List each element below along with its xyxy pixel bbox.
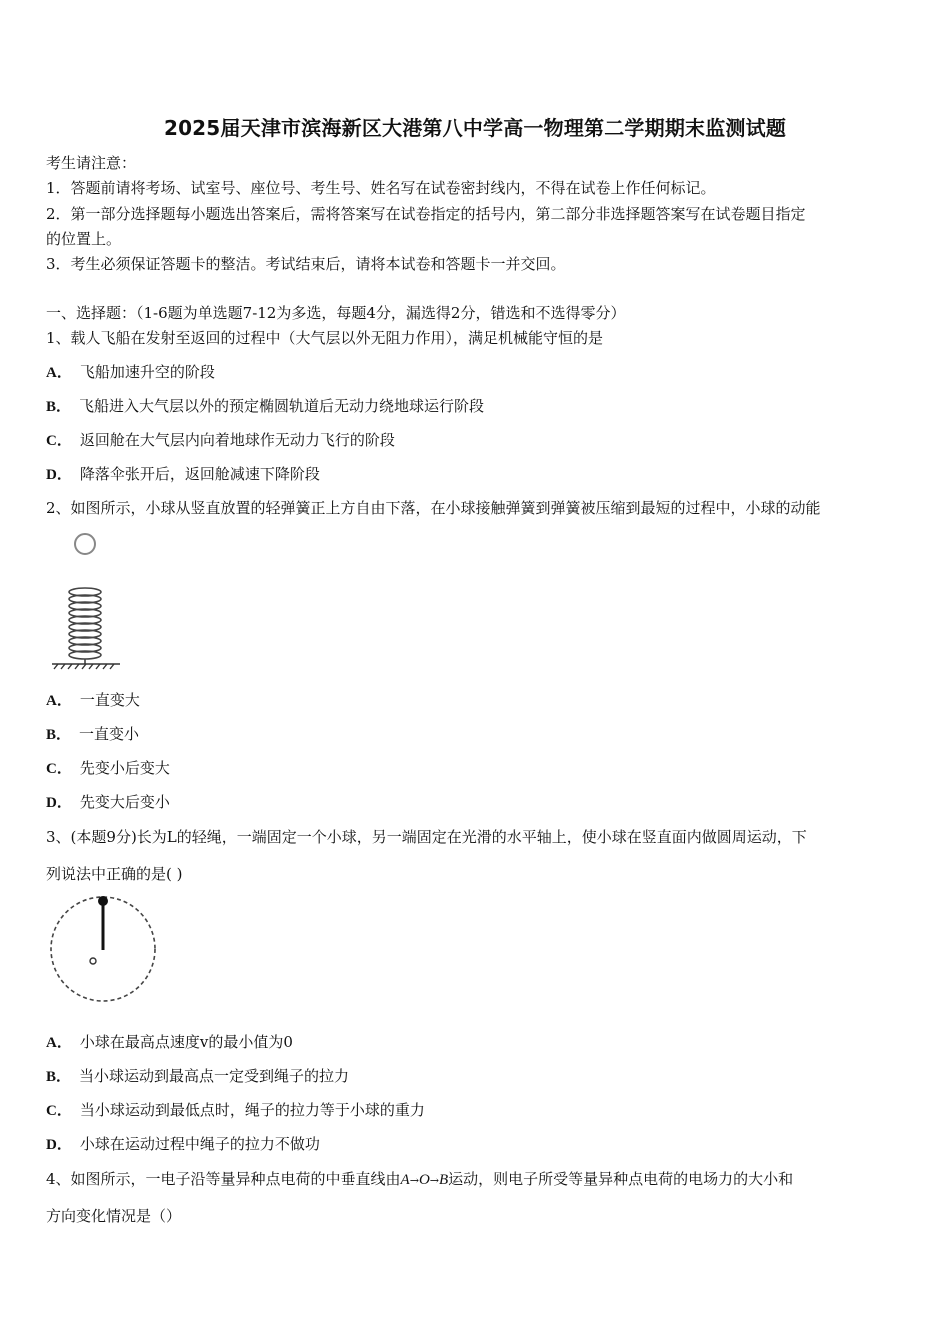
q4-stem-line1 (46, 1168, 793, 1189)
option-text: 飞船加速升空的阶段 (79, 363, 215, 381)
option-letter: A． (46, 365, 72, 381)
q2-option-b (46, 723, 139, 744)
notice-item-2-cont: 的位置上。 (46, 230, 122, 248)
option-letter: D． (46, 795, 72, 811)
q1-option-b (46, 395, 484, 416)
option-text: 先变大后变小 (79, 793, 170, 811)
section-heading: 一、选择题：（1-6题为单选题7-12为多选，每题4分，漏选得2分，错选和不选得零分） (46, 304, 626, 322)
option-text: 返回舱在大气层内向着地球作无动力飞行的阶段 (79, 431, 395, 449)
page-title: 2025届天津市滨海新区大港第八中学高一物理第二学期期末监测试题 (163, 116, 787, 140)
q3-stem-line1: 3、(本题9分)长为L的轻绳，一端固定一个小球，另一端固定在光滑的水平轴上，使小球在竖直面内做圆周运动，下 (46, 828, 807, 846)
option-text: 一直变大 (79, 691, 140, 709)
ground-icon (52, 664, 120, 669)
q2-stem: 2、如图所示，小球从竖直放置的轻弹簧正上方自由下落，在小球接触弹簧到弹簧被压缩到最短的过程中，小球的动能 (46, 499, 821, 517)
q1-option-c (46, 429, 395, 450)
ball-icon (75, 534, 95, 554)
notice-item-3: 3．考生必须保证答题卡的整洁。考试结束后，请将本试卷和答题卡一并交回。 (46, 255, 566, 273)
option-text: 当小球运动到最低点时，绳子的拉力等于小球的重力 (79, 1101, 425, 1119)
option-text: 小球在运动过程中绳子的拉力不做功 (79, 1135, 320, 1153)
option-text: 降落伞张开后，返回舱减速下降阶段 (79, 465, 320, 483)
option-letter: D． (46, 467, 72, 483)
option-letter: D． (46, 1137, 72, 1153)
point-a: A (400, 1172, 410, 1188)
option-letter: A． (46, 1035, 72, 1051)
option-text: 飞船进入大气层以外的预定椭圆轨道后无动力绕地球运行阶段 (79, 397, 485, 415)
q3-option-a (46, 1031, 293, 1052)
option-letter: B． (46, 727, 72, 743)
option-text: 小球在最高点速度v的最小值为0 (79, 1033, 293, 1051)
point-b: B (439, 1172, 449, 1188)
q3-option-d (46, 1133, 320, 1154)
arrow-right-icon: → (409, 1174, 419, 1187)
q4-stem-line2: 方向变化情况是（） (46, 1207, 182, 1225)
option-letter: C． (46, 433, 72, 449)
axis-point-icon (90, 958, 96, 964)
q2-option-d (46, 791, 170, 812)
q1-option-a (46, 361, 215, 382)
option-letter: C． (46, 1103, 72, 1119)
q1-option-d (46, 463, 320, 484)
ball-icon (98, 896, 108, 906)
q1-stem: 1、载人飞船在发射至返回的过程中（大气层以外无阻力作用），满足机械能守恒的是 (46, 329, 604, 347)
option-text: 一直变小 (79, 725, 140, 743)
spring-icon (69, 588, 101, 664)
option-letter: C． (46, 761, 72, 777)
notice-item-2: 2．第一部分选择题每小题选出答案后，需将答案写在试卷指定的括号内，第二部分非选择题答案写在试卷题目指定 (46, 205, 806, 223)
option-letter: B． (46, 399, 72, 415)
q4-stem-post: 运动，则电子所受等量异种点电荷的电场力的大小和 (448, 1170, 794, 1188)
option-letter: B． (46, 1069, 72, 1085)
option-letter: A． (46, 693, 72, 709)
q3-option-b (46, 1065, 349, 1086)
q2-option-a (46, 689, 140, 710)
circular-motion-figure (46, 892, 160, 1006)
notice-heading: 考生请注意： (46, 154, 137, 172)
q3-option-c (46, 1099, 425, 1120)
q4-stem-pre: 4、如图所示，一电子沿等量异种点电荷的中垂直线由 (46, 1170, 401, 1188)
option-text: 先变小后变大 (79, 759, 170, 777)
notice-item-1: 1．答题前请将考场、试室号、座位号、考生号、姓名写在试卷密封线内，不得在试卷上作任何标记。 (46, 179, 716, 197)
option-text: 当小球运动到最高点一定受到绳子的拉力 (79, 1067, 350, 1085)
ball-spring-figure (48, 528, 124, 670)
q3-stem-line2: 列说法中正确的是( ) (46, 865, 183, 883)
point-o: O (418, 1172, 430, 1188)
q2-option-c (46, 757, 170, 778)
arrow-right-icon: → (429, 1174, 439, 1187)
